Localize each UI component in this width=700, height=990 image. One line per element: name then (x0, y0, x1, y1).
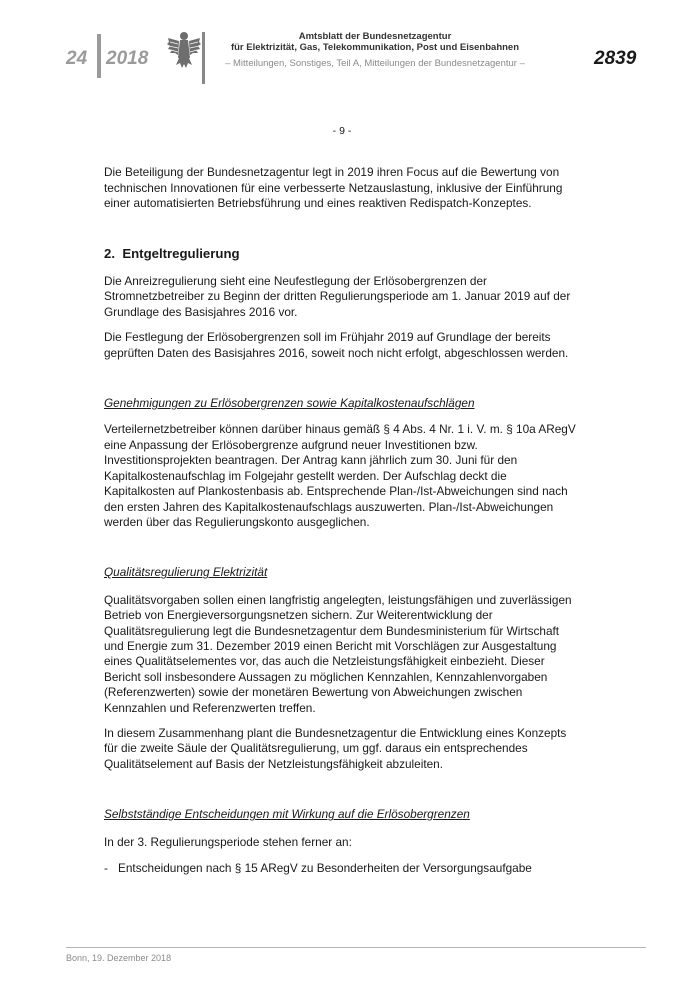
page-total-number: 2839 (594, 48, 637, 69)
paragraph: Die Anreizregulierung sieht eine Neufestlegung der Erlösobergrenzen der Stromnetzbetreiber zu Beginn der dritten Regulierungsperiode am 1. Januar 2019 auf der Grundlage des Basisjahres 2016 vor. (104, 274, 571, 319)
list-bullet: - (104, 861, 108, 875)
issue-divider (97, 34, 101, 78)
page-number: - 9 - (332, 125, 352, 137)
publication-section: – Mitteilungen, Sonstiges, Teil A, Mitteilungen der Bundesnetzagentur – (225, 58, 525, 69)
document-body (104, 124, 580, 876)
issue-number: 24 (66, 48, 88, 69)
subsection-heading: Qualitätsregulierung Elektrizität (104, 565, 268, 580)
section-heading: 2. Entgeltregulierung (104, 245, 240, 261)
publication-title (215, 31, 535, 53)
publication-title-line2: für Elektrizität, Gas, Telekommunikation, Post und Eisenbahnen (230, 42, 520, 53)
federal-eagle-icon (166, 28, 202, 70)
subsection-heading: Selbstständige Entscheidungen mit Wirkung auf die Erlösobergrenzen (104, 807, 470, 822)
subsection-heading: Genehmigungen zu Erlösobergrenzen sowie Kapitalkostenaufschlägen (104, 396, 475, 411)
intro-paragraph: Die Beteiligung der Bundesnetzagentur legt in 2019 ihren Focus auf die Bewertung von technischen Innovationen für eine verbesserte Netzauslastung, inklusive der Einführung einer automatisierten Betriebsführung und eines reaktiven Redispatch-Konzeptes. (104, 165, 563, 211)
footer-place-date: Bonn, 19. Dezember 2018 (66, 953, 172, 963)
paragraph: In der 3. Regulierungsperiode stehen ferner an: (104, 834, 352, 849)
paragraph: In diesem Zusammenhang plant die Bundesnetzagentur die Entwicklung eines Konzepts für die zweite Säule der Qualitätsregulierung, um ggf. daraus ein entsprechendes Qualitätselement auf Basis der Netzleistungsfähigkeit abzuleiten. (104, 725, 567, 771)
page-header (0, 0, 700, 90)
footer-divider (66, 947, 646, 948)
paragraph: Qualitätsvorgaben sollen einen langfristig angelegten, leistungsfähigen und zuverlässigen Betrieb von Energieversorgungsnetzen sichern. Zur Weiterentwicklung der Qualitätsregulierung legt die Bundesnetzagentur dem Bundesministerium für Wirtschaft und Energie zum 31. Dezember 2019 einen Bericht mit Vorschlägen zur Ausgestaltung eines Qualitätselementes vor, das auch die Netzleistungsfähigkeit einbezieht. Dieser Bericht soll insbesondere Aussagen zu möglichen Kennzahlen, Kennzahlenvorgaben (Referenzwerten) sowie der monetären Bewertung von Abweichungen zwischen Kennzahlen und Referenzwerten treffen. (104, 592, 572, 715)
publication-title-line1: Amtsblatt der Bundesnetzagentur (298, 31, 452, 42)
list-item-text: Entscheidungen nach § 15 ARegV zu Besonderheiten der Versorgungsaufgabe (118, 861, 532, 875)
emblem-divider (202, 32, 205, 84)
paragraph: Verteilernetzbetreiber können darüber hinaus gemäß § 4 Abs. 4 Nr. 1 i. V. m. § 10a ARegV eine Anpassung der Erlösobergrenze aufgrund neuer Investitionen bzw. Investitionsprojekten beantragen. Der Antrag kann jährlich zum 30. Juni für den Kapitalkostenaufschlag im Folgejahr gestellt werden. Der Aufschlag deckt die Kapitalkosten auf Plankostenbasis ab. Entsprechende Plan-/Ist-Abweichungen sind nach den ersten Jahren des Kapitalkostenaufschlags auszuwerten. Plan-/Ist-Abweichungen werden über das Regulierungskonto ausgeglichen. (104, 422, 576, 529)
list-item (104, 861, 580, 876)
paragraph: Die Festlegung der Erlösobergrenzen soll im Frühjahr 2019 auf Grundlage der bereits geprüften Daten des Basisjahres 2016, soweit noch nicht erfolgt, abgeschlossen werden. (104, 330, 569, 360)
issue-year: 2018 (106, 48, 149, 69)
